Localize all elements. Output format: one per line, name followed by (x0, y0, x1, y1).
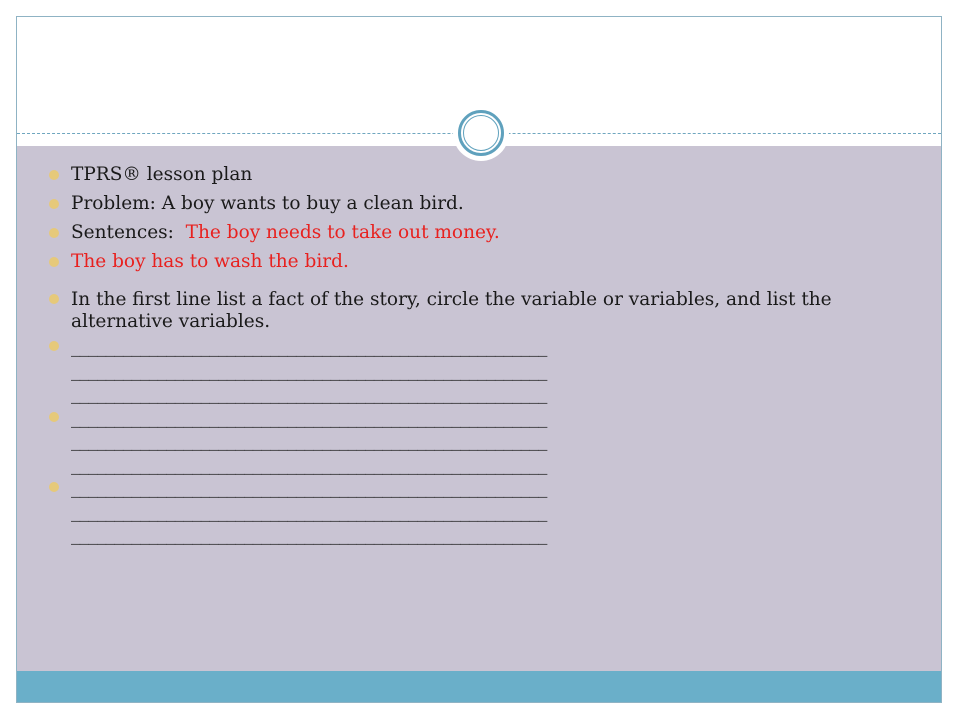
blank-line: _______________________________________________________ (71, 524, 547, 545)
blank-line: _______________________________________________________ (71, 336, 547, 357)
bullet-icon (49, 412, 59, 422)
bullet-icon (49, 228, 59, 238)
bullet-list (49, 160, 919, 547)
list-item (49, 289, 919, 333)
list-item (49, 189, 919, 218)
bullet-red-text: The boy needs to take out money. (185, 222, 500, 243)
blank-line: _______________________________________________________ (71, 430, 547, 451)
blank-line: _______________________________________________________ (71, 383, 547, 404)
bullet-text: Problem: A boy wants to buy a clean bird. (71, 193, 464, 214)
blank-line: _______________________________________________________ (71, 453, 547, 475)
bullet-red-text: The boy has to wash the bird. (71, 251, 349, 272)
bullet-icon (49, 170, 59, 180)
bottom-bar (17, 671, 941, 703)
bullet-icon (49, 257, 59, 267)
blank-line: _______________________________________________________ (71, 477, 547, 498)
instruction-text: In the first line list a fact of the story, circle the variable or variables, and list the alternative variables. (71, 289, 832, 332)
list-item (49, 247, 919, 276)
blank-lines-item (49, 476, 919, 547)
list-item (49, 160, 919, 189)
blank-lines-item (49, 406, 919, 477)
blank-line: _______________________________________________________ (71, 500, 547, 522)
list-item (49, 218, 919, 247)
bullet-label: Sentences: (71, 222, 186, 243)
blank-line: _______________________________________________________ (71, 359, 547, 381)
bullet-icon (49, 482, 59, 492)
bullet-text: TPRS® lesson plan (71, 164, 253, 185)
blank-line: _______________________________________________________ (71, 406, 547, 428)
bullet-icon (49, 341, 59, 351)
bullet-icon (49, 199, 59, 209)
circle-ornament-inner (463, 115, 499, 151)
bullet-icon (49, 294, 59, 304)
blank-lines-item (49, 335, 919, 406)
